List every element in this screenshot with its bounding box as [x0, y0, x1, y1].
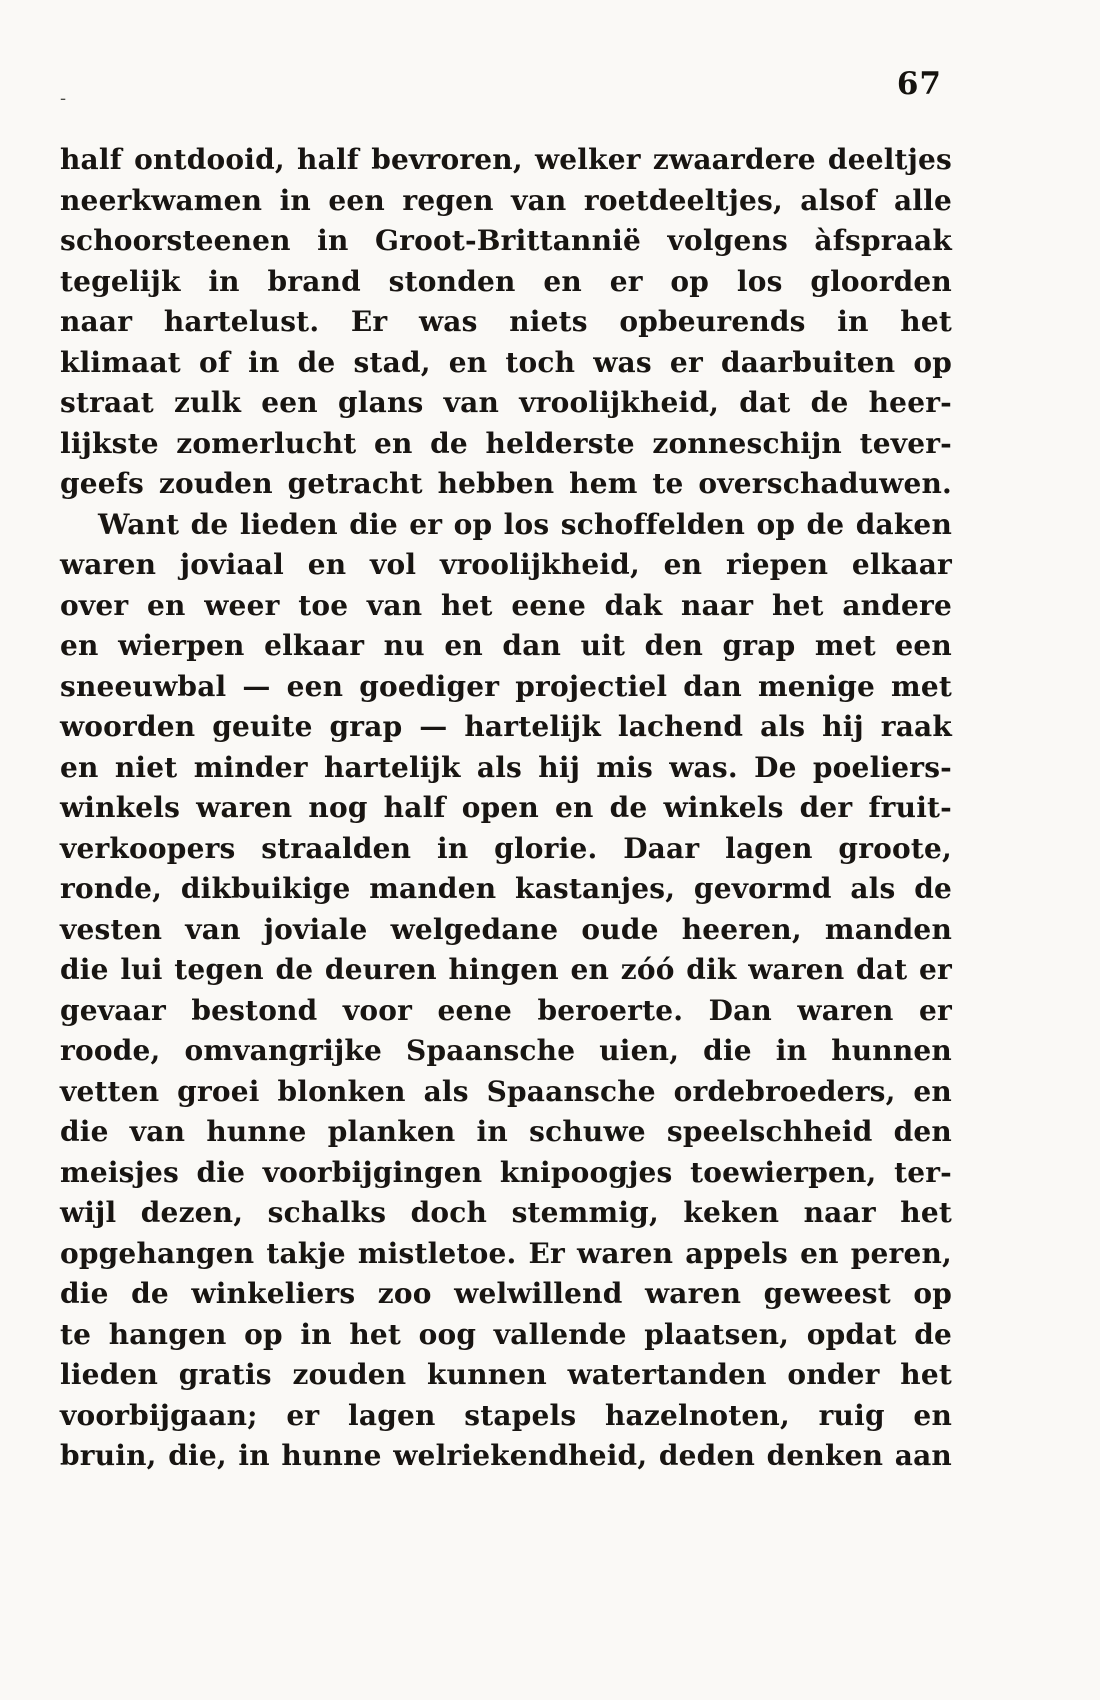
text-line: te hangen op in het oog vallende plaatsen, opdat de	[60, 1317, 952, 1351]
text-line: klimaat of in de stad, en toch was er daarbuiten op	[60, 345, 952, 379]
text-line: voorbijgaan; er lagen stapels hazelnoten, ruig en	[60, 1398, 952, 1432]
text-line: naar hartelust. Er was niets opbeurends in het	[60, 305, 952, 338]
scan-artifact-mark: -	[60, 88, 67, 109]
text-line: die van hunne planken in schuwe speelschheid den	[60, 1115, 952, 1148]
text-line: sneeuwbal — een goediger projectiel dan menige met	[60, 669, 952, 703]
text-line: lijkste zomerlucht en de helderste zonneschijn tever-	[60, 426, 952, 460]
text-line: tegelijk in brand stonden en er op los gloorden	[60, 264, 952, 298]
text-line: vetten groei blonken als Spaansche ordebroeders, en	[60, 1074, 952, 1108]
text-line: die lui tegen de deuren hingen en zóó dik waren dat er	[60, 953, 952, 986]
text-line: opgehangen takje mistletoe. Er waren appels en peren,	[60, 1236, 952, 1270]
text-line: neerkwamen in een regen van roetdeeltjes, alsof alle	[60, 183, 952, 217]
text-line: verkoopers straalden in glorie. Daar lagen groote,	[60, 831, 952, 865]
text-line: lieden gratis zouden kunnen watertanden onder het	[60, 1358, 952, 1391]
text-line: bruin, die, in hunne welriekendheid, deden denken aan	[60, 1439, 952, 1472]
text-line: vesten van joviale welgedane oude heeren, manden	[60, 912, 952, 946]
text-line: ronde, dikbuikige manden kastanjes, gevormd als de	[60, 872, 952, 905]
text-line: schoorsteenen in Groot-Brittannië volgens àfspraak	[60, 224, 952, 257]
paragraph-1	[60, 140, 952, 505]
text-block	[60, 140, 952, 1477]
text-line: die de winkeliers zoo welwillend waren geweest op	[60, 1277, 952, 1310]
text-line: winkels waren nog half open en de winkels der fruit-	[60, 791, 952, 824]
text-line: Want de lieden die er op los schoffelden op de daken	[98, 507, 952, 541]
text-line: meisjes die voorbijgingen knipoogjes toewierpen, ter-	[60, 1155, 952, 1189]
text-line: roode, omvangrijke Spaansche uien, die in hunnen	[60, 1034, 952, 1067]
text-line: en niet minder hartelijk als hij mis was. De poeliers-	[60, 750, 952, 784]
text-line: over en weer toe van het eene dak naar het andere	[60, 588, 952, 622]
text-line: gevaar bestond voor eene beroerte. Dan waren er	[60, 993, 952, 1027]
text-line: en wierpen elkaar nu en dan uit den grap met een	[60, 629, 952, 662]
paragraph-2	[60, 505, 952, 1477]
text-line: waren joviaal en vol vroolijkheid, en riepen elkaar	[60, 548, 952, 581]
text-line: wijl dezen, schalks doch stemmig, keken naar het	[60, 1196, 952, 1229]
text-line: half ontdooid, half bevroren, welker zwaardere deeltjes	[60, 143, 952, 176]
page-number: 67	[896, 66, 942, 102]
text-line: straat zulk een glans van vroolijkheid, dat de heer-	[60, 386, 952, 419]
text-line: geefs zouden getracht hebben hem te overschaduwen.	[60, 467, 952, 500]
text-line: woorden geuite grap — hartelijk lachend als hij raak	[60, 710, 952, 743]
